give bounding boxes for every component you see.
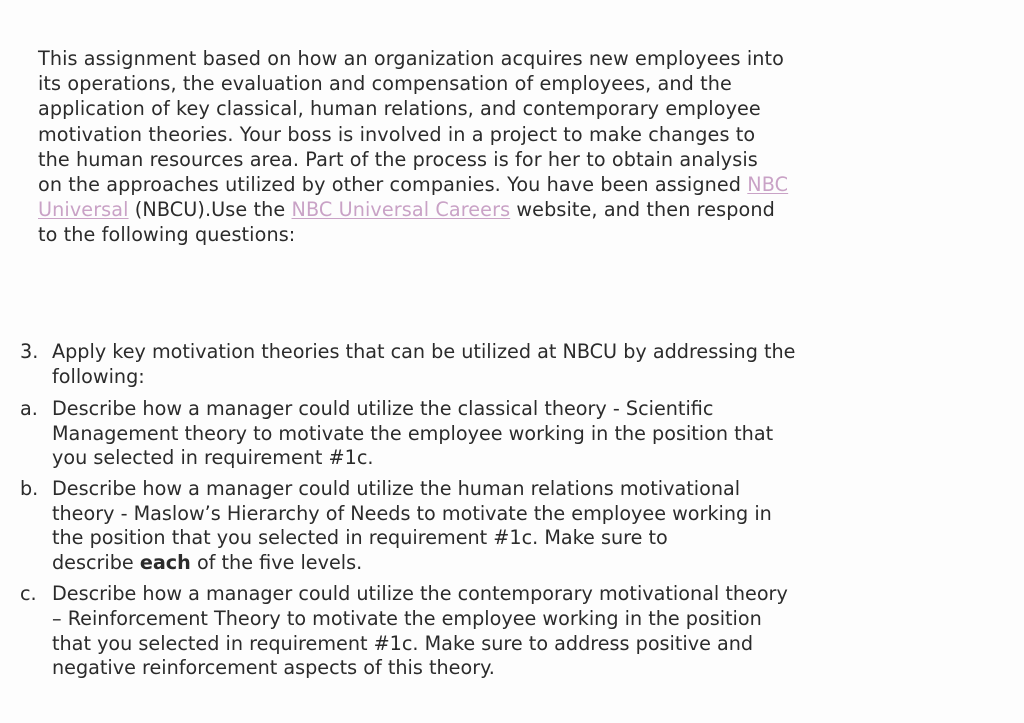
intro-after-careers-link: website, and then respond bbox=[510, 198, 775, 222]
question-number: 3. bbox=[20, 340, 39, 363]
intro-line: to the following questions: bbox=[38, 223, 296, 247]
item-line: you selected in requirement #1c. bbox=[52, 446, 374, 470]
question-item-a bbox=[20, 397, 890, 471]
item-line-with-bold bbox=[52, 551, 890, 576]
questions-list bbox=[20, 340, 890, 681]
item-text bbox=[52, 582, 890, 680]
question-line: following: bbox=[52, 364, 145, 388]
item-line: theory - Maslow’s Hierarchy of Needs to motivate the employee working in bbox=[52, 501, 772, 525]
item-text bbox=[52, 397, 890, 471]
item-line: Management theory to motivate the employee working in the position that bbox=[52, 421, 774, 445]
intro-paragraph bbox=[38, 46, 858, 248]
emphasis-each: each bbox=[139, 550, 191, 574]
item-text bbox=[52, 477, 890, 575]
nbc-universal-careers-link[interactable]: NBC Universal Careers bbox=[291, 198, 511, 222]
item-text-segment: describe bbox=[52, 550, 140, 574]
item-line: that you selected in requirement #1c. Make sure to address positive and bbox=[52, 631, 754, 655]
item-marker: a. bbox=[20, 397, 38, 421]
intro-line-with-links bbox=[38, 197, 858, 222]
intro-line: motivation theories. Your boss is involved in a project to make changes to bbox=[38, 122, 756, 146]
intro-line: application of key classical, human relations, and contemporary employee bbox=[38, 97, 761, 121]
item-line: Describe how a manager could utilize the contemporary motivational theory bbox=[52, 582, 788, 606]
item-line: negative reinforcement aspects of this theory. bbox=[52, 656, 495, 680]
intro-line: This assignment based on how an organization acquires new employees into bbox=[38, 47, 785, 70]
item-marker: b. bbox=[20, 476, 39, 500]
nbc-universal-link-continued[interactable]: Universal bbox=[38, 198, 129, 222]
intro-line-with-link bbox=[38, 172, 858, 197]
item-line: Describe how a manager could utilize the classical theory - Scientific bbox=[52, 397, 714, 421]
question-3 bbox=[20, 340, 890, 389]
intro-after-link: (NBCU).Use the bbox=[128, 198, 292, 222]
intro-line: its operations, the evaluation and compensation of employees, and the bbox=[38, 72, 732, 96]
question-line: Apply key motivation theories that can be utilized at NBCU by addressing the bbox=[52, 340, 796, 363]
item-text-segment: of the five levels. bbox=[190, 550, 363, 574]
question-text bbox=[52, 340, 890, 389]
intro-line: the human resources area. Part of the process is for her to obtain analysis bbox=[38, 147, 758, 171]
question-item-b bbox=[20, 477, 890, 575]
item-line: the position that you selected in requirement #1c. Make sure to bbox=[52, 526, 668, 550]
item-marker: c. bbox=[20, 582, 37, 606]
nbc-universal-link[interactable]: NBC bbox=[747, 173, 789, 197]
intro-line-text: on the approaches utilized by other companies. You have been assigned bbox=[38, 173, 748, 197]
item-line: Describe how a manager could utilize the human relations motivational bbox=[52, 476, 741, 500]
item-line: – Reinforcement Theory to motivate the employee working in the position bbox=[52, 606, 762, 630]
question-item-c bbox=[20, 582, 890, 680]
